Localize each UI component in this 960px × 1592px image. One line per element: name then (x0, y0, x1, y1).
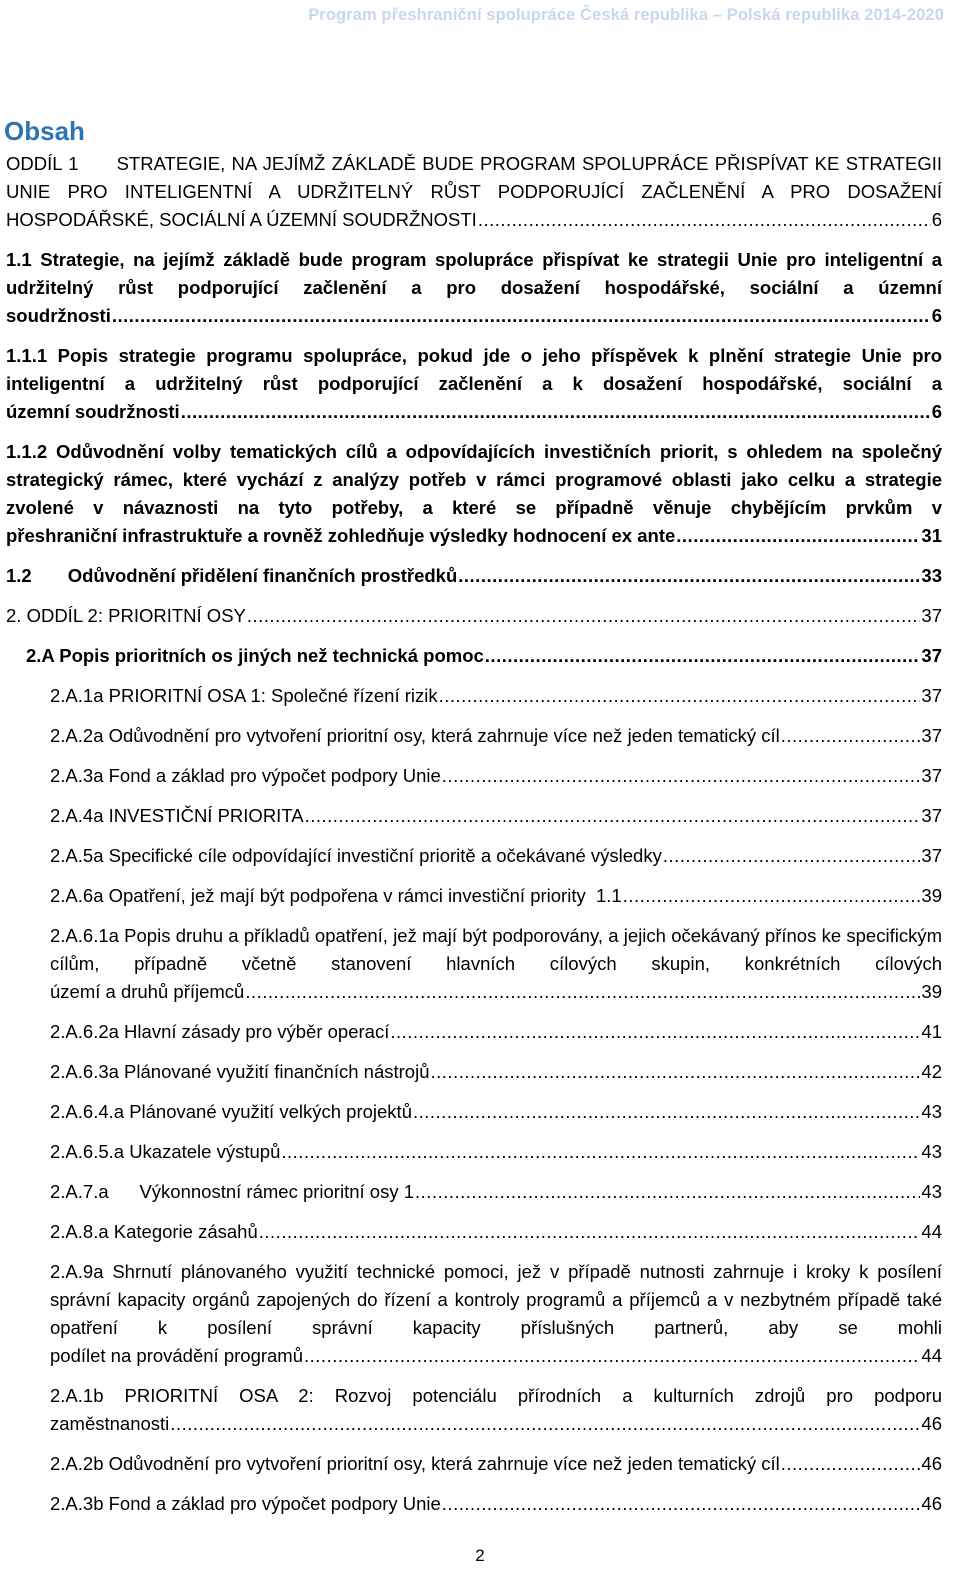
toc-entry-text-end: přeshraniční infrastruktuře a rovněž zohledňuje výsledky hodnocení ex ante (6, 525, 676, 546)
toc-entry-text: 2.A.6a Opatření, jež mají být podpořena v rámci investiční priority 1.1 (50, 885, 622, 906)
toc-entry-text: 2.A.2b Odůvodnění pro vytvoření prioritní osy, která zahrnuje více než jeden tematický cíl (50, 1453, 780, 1474)
toc-entry-2a9a[interactable] (6, 1258, 942, 1370)
dot-leader (245, 978, 920, 1006)
dot-leader (305, 802, 921, 830)
toc-entry-text-end: zaměstnanosti (50, 1413, 170, 1434)
dot-leader (304, 1342, 920, 1370)
toc-entry-1-2[interactable] (6, 562, 942, 590)
toc-page-number: 6 (931, 209, 942, 230)
toc-page-number: 46 (921, 1453, 942, 1474)
toc-page-number: 42 (921, 1061, 942, 1082)
dot-leader (442, 762, 921, 790)
toc-page-number: 6 (931, 305, 942, 326)
toc-entry-text: 2.A.8.a Kategorie zásahů (50, 1221, 258, 1242)
toc-entry-1-1[interactable] (6, 246, 942, 330)
toc-entry-2a7a[interactable] (6, 1178, 942, 1206)
toc-entry-2a61a[interactable] (6, 922, 942, 1006)
toc-entry-text: 2.A.6.2a Hlavní zásady pro výběr operací (50, 1021, 390, 1042)
toc-entry-text: 2.A.6.5.a Ukazatele výstupů (50, 1141, 281, 1162)
toc-page-number: 41 (921, 1021, 942, 1042)
table-of-contents (6, 150, 948, 1530)
dot-leader (623, 882, 921, 910)
toc-entry-2a6a[interactable] (6, 882, 942, 910)
toc-entry-text: 2.A.1a PRIORITNÍ OSA 1: Společné řízení rizik (50, 685, 438, 706)
toc-entry-text-end: podílet na provádění programů (50, 1345, 304, 1366)
toc-page-number: 39 (921, 885, 942, 906)
toc-entry-2a[interactable] (6, 642, 942, 670)
toc-entry-text: 1.1 Strategie, na jejímž základě bude program spolupráce přispívat ke strategii Unie pro inteligentní a udržitelný růst podporující začlenění a pro dosažení hospodářské, sociální a územní (6, 249, 942, 298)
running-header: Program přeshraniční spolupráce Česká republika – Polská republika 2014-2020 (308, 6, 944, 24)
toc-page-number: 46 (921, 1493, 942, 1514)
page-number: 2 (475, 1546, 485, 1565)
dot-leader (413, 1098, 920, 1126)
toc-entry-text: 2.A.6.3a Plánované využití finančních nástrojů (50, 1061, 430, 1082)
toc-entry-2a63a[interactable] (6, 1058, 942, 1086)
dot-leader (415, 1178, 920, 1206)
toc-heading: Obsah (4, 116, 85, 146)
dot-leader (170, 1410, 920, 1438)
toc-page-number: 43 (921, 1101, 942, 1122)
toc-entry-text-end: HOSPODÁŘSKÉ, SOCIÁLNÍ A ÚZEMNÍ SOUDRŽNOSTI (6, 209, 477, 230)
toc-entry-2a65a[interactable] (6, 1138, 942, 1166)
toc-entry-text: 2.A.6.1a Popis druhu a příkladů opatření, jež mají být podporovány, a jejich očekávaný přínos ke specifickým cílům, případně včetně stanovení hlavních cílových skupin, konkrétních cílových (50, 925, 942, 974)
toc-entry-2a3a[interactable] (6, 762, 942, 790)
toc-page-number: 37 (921, 605, 942, 626)
toc-entry-2a64a[interactable] (6, 1098, 942, 1126)
toc-entry-2a5a[interactable] (6, 842, 942, 870)
toc-entry-2a2b[interactable] (6, 1450, 942, 1478)
toc-page-number: 6 (931, 401, 942, 422)
toc-entry-text: 2.A.2a Odůvodnění pro vytvoření prioritní osy, která zahrnuje více než jeden tematický cíl (50, 725, 780, 746)
dot-leader (676, 522, 920, 550)
dot-leader (259, 1218, 921, 1246)
toc-page-number: 44 (921, 1221, 942, 1242)
dot-leader (485, 642, 921, 670)
toc-page-number: 46 (921, 1413, 942, 1434)
dot-leader (442, 1490, 921, 1518)
toc-page-number: 44 (921, 1345, 942, 1366)
toc-entry-text: 1.1.1 Popis strategie programu spolupráce, pokud jde o jeho příspěvek k plnění strategie Unie pro inteligentní a udržitelný růst podporující začlenění a k dosažení hospodářské, sociální a (6, 345, 942, 394)
dot-leader (663, 842, 921, 870)
toc-entry-text: 2.A.3a Fond a základ pro výpočet podpory Unie (50, 765, 441, 786)
toc-entry-1-1-1[interactable] (6, 342, 942, 426)
toc-entry-text-end: územní soudržnosti (6, 401, 180, 422)
dot-leader (112, 302, 931, 330)
dot-leader (781, 722, 921, 750)
toc-entry-2a3b[interactable] (6, 1490, 942, 1518)
dot-leader (390, 1018, 920, 1046)
toc-entry-2a2a[interactable] (6, 722, 942, 750)
toc-entry-2a62a[interactable] (6, 1018, 942, 1046)
dot-leader (781, 1450, 921, 1478)
toc-page-number: 37 (921, 725, 942, 746)
toc-entry-2a8a[interactable] (6, 1218, 942, 1246)
toc-page-number: 31 (921, 525, 942, 546)
dot-leader (478, 206, 931, 234)
toc-entry-text: 2.A.1b PRIORITNÍ OSA 2: Rozvoj potenciálu přírodních a kulturních zdrojů pro podporu (50, 1385, 942, 1406)
toc-page-number: 43 (921, 1141, 942, 1162)
toc-page-number: 37 (921, 685, 942, 706)
toc-entry-2a4a[interactable] (6, 802, 942, 830)
toc-entry-oddil-2[interactable] (6, 602, 942, 630)
toc-entry-text: 1.2 Odůvodnění přidělení finančních prostředků (6, 565, 458, 586)
toc-entry-text: ODDÍL 1 STRATEGIE, NA JEJÍMŽ ZÁKLADĚ BUDE PROGRAM SPOLUPRÁCE PŘISPÍVAT KE STRATEGII UNIE PRO INTELIGENTNÍ A UDRŽITELNÝ RŮST PODPORUJÍCÍ ZAČLENĚNÍ A PRO DOSAŽENÍ (6, 153, 948, 202)
dot-leader (439, 682, 921, 710)
toc-entry-text: 2.A.7.a Výkonnostní rámec prioritní osy 1 (50, 1181, 415, 1202)
toc-page-number: 37 (921, 765, 942, 786)
dot-leader (281, 1138, 920, 1166)
toc-page-number: 37 (921, 845, 942, 866)
toc-page-number: 37 (921, 805, 942, 826)
toc-entry-text: 2.A.9a Shrnutí plánovaného využití technické pomoci, jež v případě nutnosti zahrnuje i kroky k posílení správní kapacity orgánů zapojených do řízení a kontroly programů a příjemců a v nezbytném případě také opatření k posílení správní kapacity příslušných partnerů, aby se mohli (50, 1261, 942, 1338)
toc-entry-text: 2. ODDÍL 2: PRIORITNÍ OSY (6, 605, 246, 626)
dot-leader (458, 562, 920, 590)
toc-entry-text: 2.A.6.4.a Plánované využití velkých projektů (50, 1101, 412, 1122)
toc-entry-text: 1.1.2 Odůvodnění volby tematických cílů a odpovídajících investičních priorit, s ohledem na společný strategický rámec, které vychází z analýzy potřeb v rámci programové oblasti jako celku a strategie zvolené v návaznosti na tyto potřeby, a které se případně věnuje chybějícím prvkům v (6, 441, 942, 518)
toc-page-number: 39 (921, 981, 942, 1002)
toc-entry-text: 2.A Popis prioritních os jiných než technická pomoc (26, 645, 484, 666)
dot-leader (181, 398, 931, 426)
dot-leader (431, 1058, 921, 1086)
toc-entry-text: 2.A.4a INVESTIČNÍ PRIORITA (50, 805, 304, 826)
toc-entry-text-end: území a druhů příjemců (50, 981, 245, 1002)
toc-entry-1-1-2[interactable] (6, 438, 942, 550)
dot-leader (247, 602, 921, 630)
toc-page-number: 43 (921, 1181, 942, 1202)
toc-entry-text: 2.A.5a Specifické cíle odpovídající investiční prioritě a očekávané výsledky (50, 845, 662, 866)
toc-entry-text: 2.A.3b Fond a základ pro výpočet podpory Unie (50, 1493, 441, 1514)
toc-entry-oddil-1[interactable] (6, 150, 948, 234)
toc-entry-2a1a[interactable] (6, 682, 942, 710)
toc-entry-2a1b[interactable] (6, 1382, 942, 1438)
toc-page-number: 33 (921, 565, 942, 586)
toc-entry-text-end: soudržnosti (6, 305, 111, 326)
toc-page-number: 37 (921, 645, 942, 666)
